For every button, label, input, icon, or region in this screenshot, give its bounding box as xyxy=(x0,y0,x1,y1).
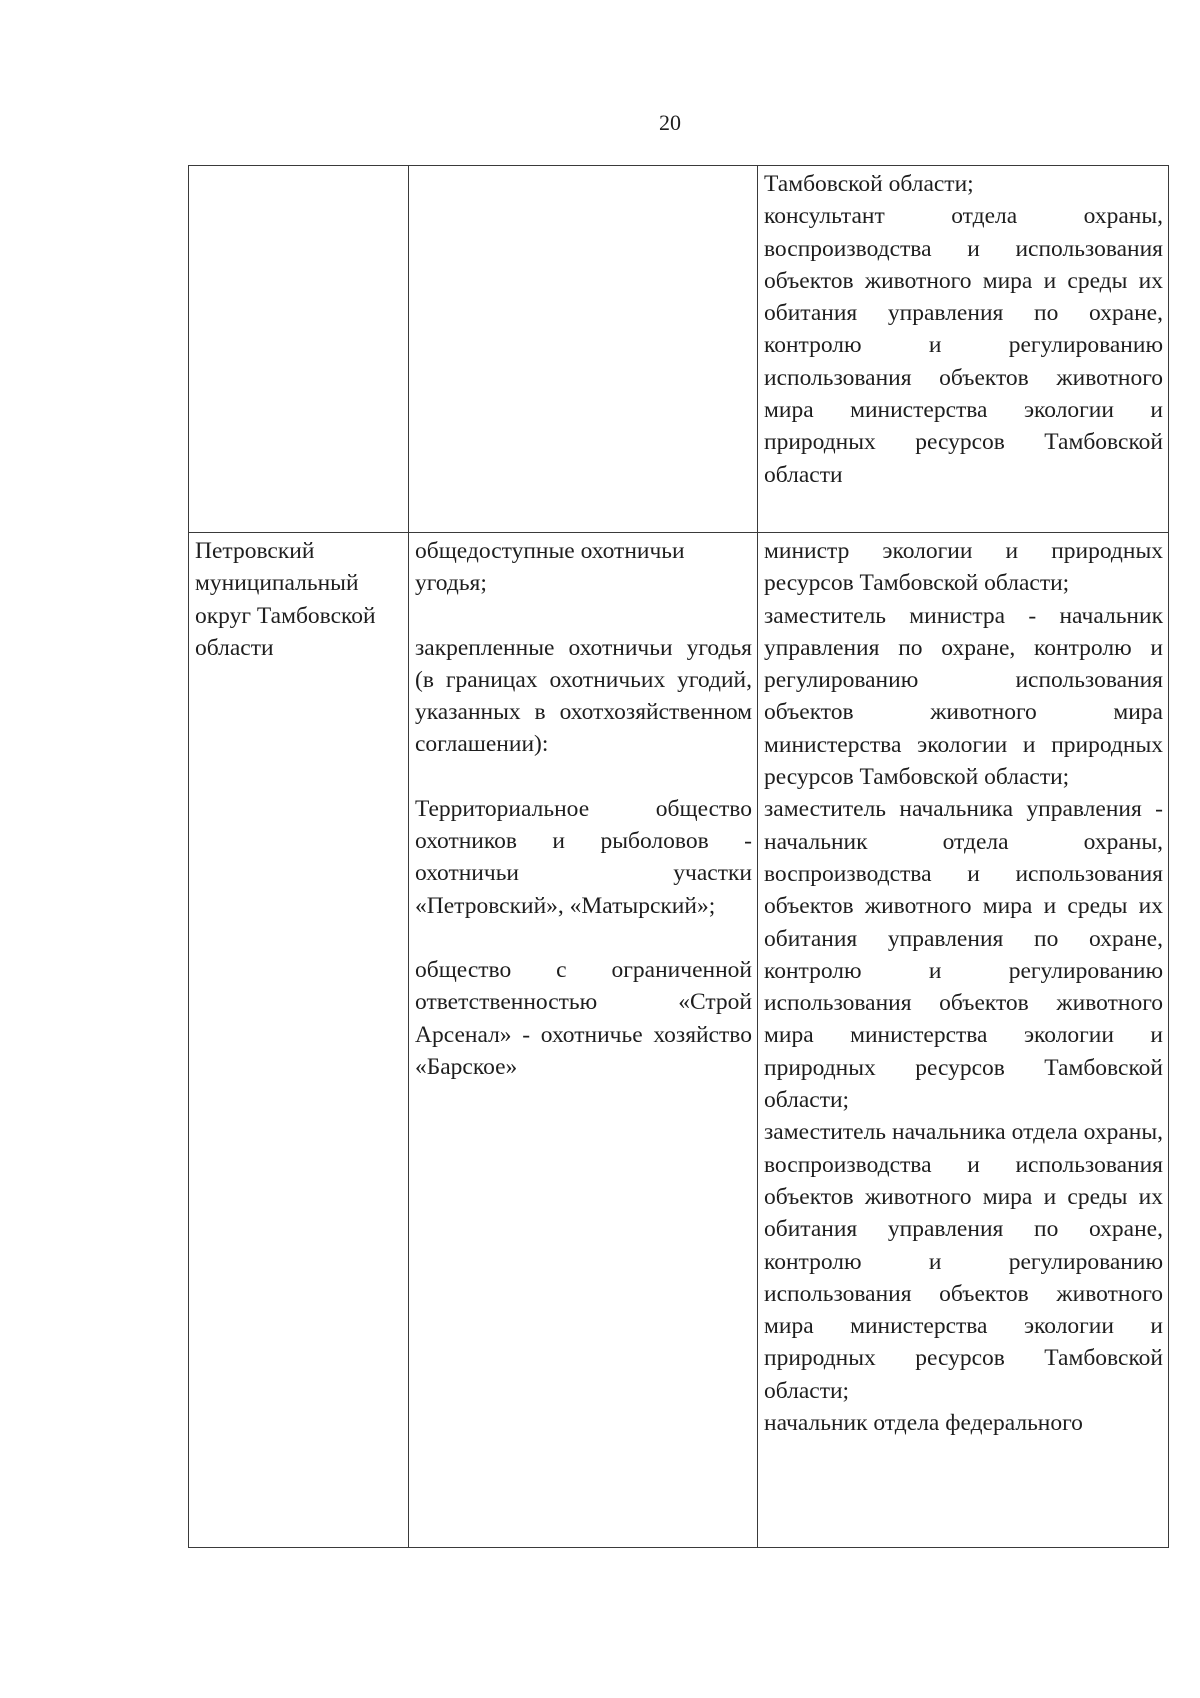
official-entry: заместитель начальника управления - начальник отдела охраны, воспроизводства и использования объектов животного мира и среды их обитания управления по охране, контролю и регулированию использования объектов животного мира министерства экологии и природных ресурсов Тамбовской области; xyxy=(764,796,1163,1114)
official-entry: заместитель начальника отдела охраны, воспроизводства и использования объектов животного мира и среды их обитания управления по охране, контролю и регулированию использования объектов животного мира министерства экологии и природных ресурсов Тамбовской области; xyxy=(764,1119,1163,1404)
spacer xyxy=(415,922,752,954)
official-entry: начальник отдела федерального xyxy=(764,1410,1083,1437)
officials-cell xyxy=(758,533,1169,1548)
spacer xyxy=(415,600,752,632)
official-entry: министр экологии и природных ресурсов Тамбовской области; xyxy=(764,538,1163,597)
district-name: Петровский муниципальный округ Тамбовской области xyxy=(195,538,376,661)
spacer xyxy=(415,761,752,793)
table-row xyxy=(189,533,1169,1548)
official-entry: консультант отдела охраны, воспроизводства и использования объектов животного мира и среды их обитания управления по охране, контролю и регулированию использования объектов животного мира министерства экологии и природных ресурсов Тамбовской области xyxy=(764,203,1163,488)
district-cell xyxy=(189,166,409,533)
hunting-grounds-cell xyxy=(409,533,758,1548)
hunting-ground-entry: Территориальное общество охотников и рыболовов - охотничьи участки «Петровский», «Матырский»; xyxy=(415,795,752,919)
hunting-grounds-cell xyxy=(409,166,758,533)
hunting-ground-entry: общедоступные охотничьи угодья; xyxy=(415,538,685,597)
hunting-grounds-table xyxy=(188,165,1169,1548)
table-row xyxy=(189,166,1169,533)
official-entry: заместитель министра - начальник управления по охране, контролю и регулированию использования объектов животного мира министерства экологии и природных ресурсов Тамбовской области; xyxy=(764,602,1163,791)
officials-cell xyxy=(758,166,1169,533)
official-entry: Тамбовской области; xyxy=(764,171,974,197)
hunting-ground-entry: закрепленные охотничьи угодья (в границах охотничьих угодий, указанных в охотхозяйственном соглашении): xyxy=(415,634,752,758)
page-number: 20 xyxy=(659,110,681,135)
district-cell xyxy=(189,533,409,1548)
hunting-ground-entry: общество с ограниченной ответственностью «Строй Арсенал» - охотничье хозяйство «Барское» xyxy=(415,956,752,1080)
